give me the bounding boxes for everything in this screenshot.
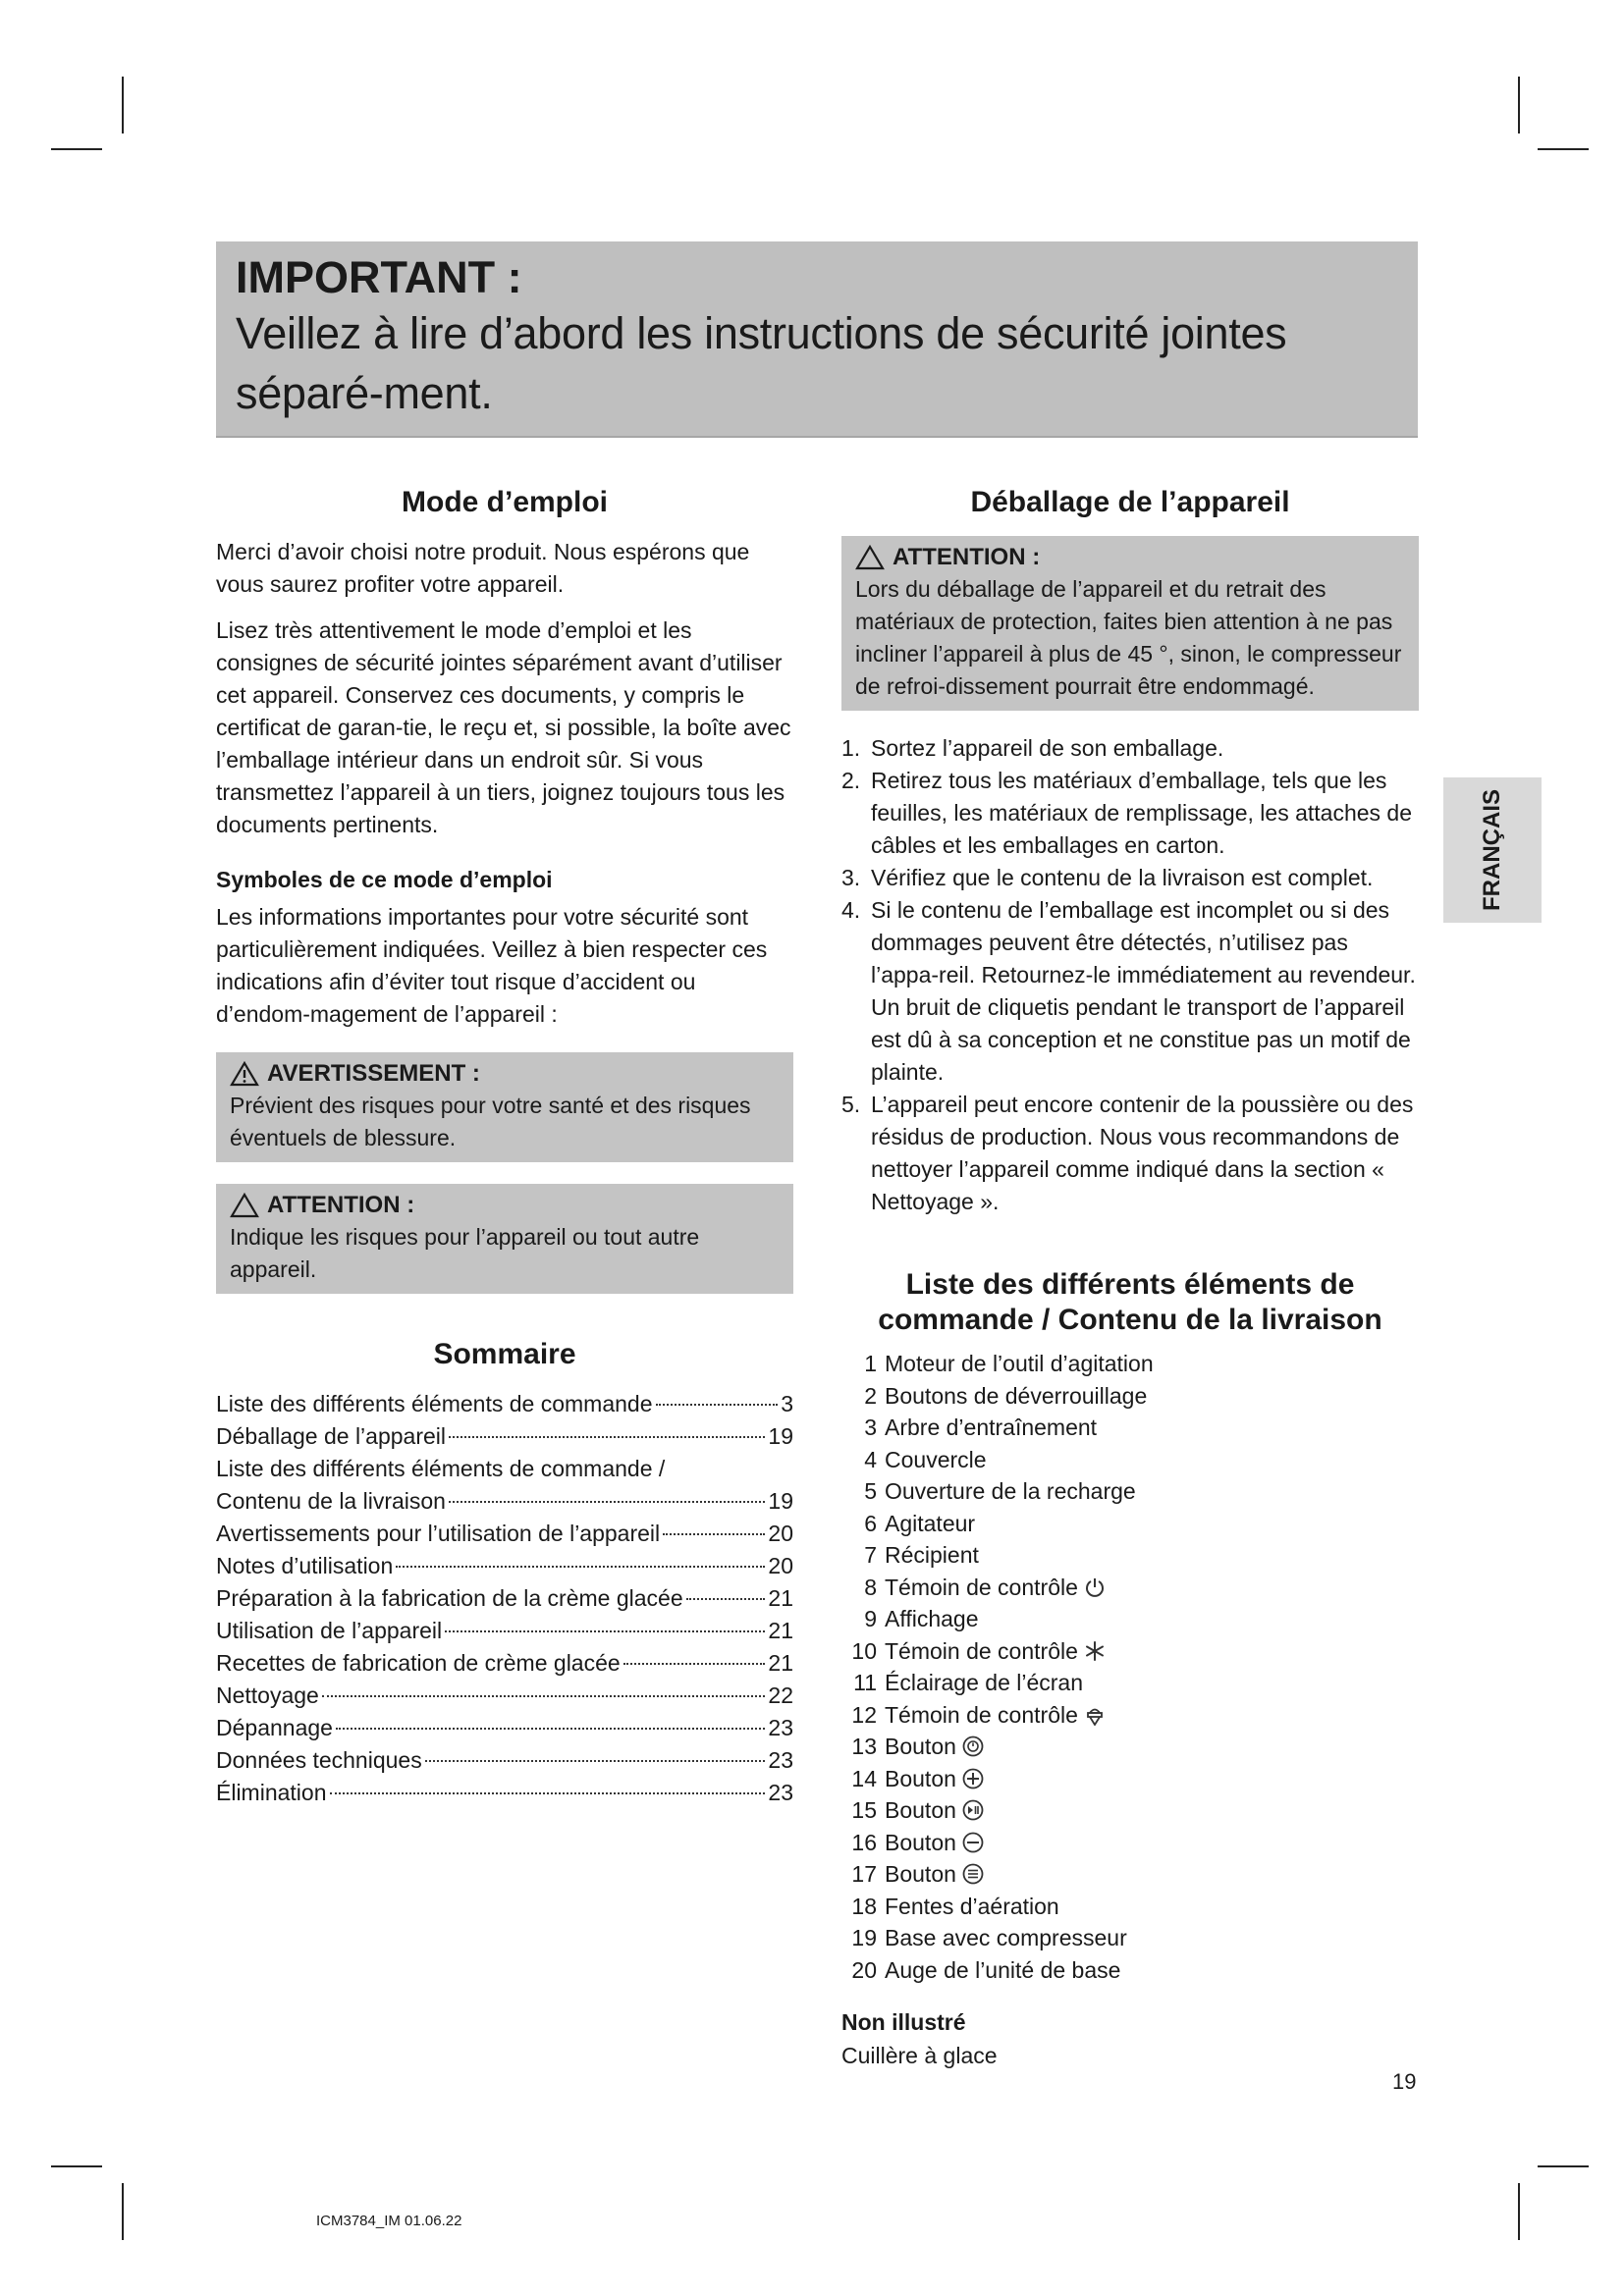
page-number: 19 — [1392, 2069, 1417, 2094]
toc-item[interactable]: Préparation à la fabrication de la crème glacée 21 — [216, 1585, 793, 1611]
crop-mark — [1538, 148, 1589, 150]
caution-triangle-icon — [230, 1193, 259, 1218]
caution-text: Indique les risques pour l’appareil ou tout autre appareil. — [230, 1224, 700, 1282]
toc-item[interactable]: Avertissements pour l’utilisation de l’appareil 20 — [216, 1521, 793, 1546]
crop-mark — [1518, 77, 1520, 133]
crop-mark — [1538, 2165, 1589, 2167]
unpacking-caution-notice — [841, 536, 1419, 711]
list-item: 16 Bouton — [841, 1827, 1419, 1859]
list-item: 1 Moteur de l’outil d’agitation — [864, 1351, 1154, 1376]
power-symbol-icon — [1084, 1576, 1106, 1598]
list-item: 19 Base avec compresseur — [851, 1925, 1127, 1950]
crop-mark — [1518, 2183, 1520, 2240]
intro-paragraph: Merci d’avoir choisi notre produit. Nous espérons que vous saurez profiter votre appareil. — [216, 539, 750, 597]
deballage-heading: Déballage de l’appareil — [970, 486, 1290, 518]
list-item: 3 Arbre d’entraînement — [864, 1415, 1098, 1440]
snowflake-icon — [1084, 1640, 1106, 1662]
symbols-paragraph: Les informations importantes pour votre sécurité sont particulièrement indiquées. Veillez à bien respecter ces indications afin d’éviter tout risque d’accident ou d’endom-magement de l’appareil : — [216, 904, 768, 1027]
list-item: 8 Témoin de contrôle — [841, 1572, 1419, 1604]
step-item: 2. Retirez tous les matériaux d’emballage, tels que les feuilles, les matériaux de remplissage, les attaches de câbles et les emballages en carton. — [841, 768, 1413, 858]
toc-item[interactable]: Élimination 23 — [216, 1780, 793, 1805]
unpacking-caution-text: Lors du déballage de l’appareil et du retrait des matériaux de protection, faites bien attention à ne pas incliner l’appareil à plus de 45 °, sinon, le compresseur de refroi-dissement pourrait être endommagé. — [855, 576, 1402, 699]
sommaire-heading: Sommaire — [433, 1338, 576, 1370]
right-column — [841, 485, 1419, 2086]
list-item: 17 Bouton — [841, 1858, 1419, 1891]
mode-emploi-heading: Mode d’emploi — [402, 486, 608, 518]
list-item: 7 Récipient — [864, 1542, 979, 1568]
step-item: 5. L’appareil peut encore contenir de la poussière ou des résidus de production. Nous vous recommandons de nettoyer l’appareil comme indiqué dans la section « Nettoyage ». — [841, 1092, 1414, 1214]
menu-button-icon — [962, 1863, 984, 1885]
toc-item[interactable]: Liste des différents éléments de commande 3 — [216, 1391, 793, 1416]
toc-item[interactable]: Dépannage 23 — [216, 1715, 793, 1740]
not-shown-heading: Non illustré — [841, 2009, 966, 2035]
documents-paragraph: Lisez très attentivement le mode d’emploi et les consignes de sécurité jointes séparément avant d’utiliser cet appareil. Conservez ces documents, y compris le certificat de garan-tie, le reçu et, si possible, la boîte avec l’emballage intérieur dans un endroit sûr. Si vous transmettez l’appareil à un tiers, joignez toujours tous les documents pertinents. — [216, 617, 791, 837]
step-item: 1. Sortez l’appareil de son emballage. — [841, 735, 1224, 761]
list-item: 18 Fentes d’aération — [851, 1893, 1059, 1919]
list-item: 13 Bouton — [841, 1731, 1419, 1763]
ice-cream-icon — [1084, 1704, 1106, 1726]
list-item: 9 Affichage — [864, 1606, 979, 1631]
toc-item[interactable]: Données techniques 23 — [216, 1747, 793, 1773]
list-item: 11 Éclairage de l’écran — [853, 1670, 1084, 1695]
parts-list — [841, 1348, 1419, 1986]
table-of-contents — [216, 1388, 793, 1809]
language-tab-label: FRANÇAIS — [1479, 789, 1505, 911]
list-item: 2 Boutons de déverrouillage — [864, 1382, 1148, 1409]
minus-button-icon — [962, 1832, 984, 1853]
toc-item[interactable]: Contenu de la livraison 19 — [216, 1488, 793, 1514]
list-item: 15 Bouton — [841, 1794, 1419, 1827]
crop-mark — [122, 77, 124, 133]
list-item: 14 Bouton — [841, 1763, 1419, 1795]
warning-triangle-icon — [230, 1061, 259, 1087]
list-item: 5 Ouverture de la recharge — [864, 1478, 1136, 1504]
banner-text: Veillez à lire d’abord les instructions de sécurité jointes séparé-ment. — [236, 308, 1287, 418]
list-item: 4 Couvercle — [864, 1446, 987, 1472]
banner-title: IMPORTANT : — [236, 252, 522, 302]
crop-mark — [51, 148, 102, 150]
unpacking-caution-title: ATTENTION : — [893, 544, 1041, 570]
language-tab — [1443, 777, 1542, 923]
important-banner — [216, 241, 1418, 438]
step-item: 3. Vérifiez que le contenu de la livraison est complet. — [841, 865, 1374, 890]
plus-button-icon — [962, 1768, 984, 1789]
list-item: 6 Agitateur — [864, 1510, 976, 1536]
crop-mark — [51, 2165, 102, 2167]
toc-item-line[interactable]: Liste des différents éléments de commande / — [216, 1456, 666, 1481]
list-item: 10 Témoin de contrôle — [841, 1635, 1419, 1668]
step-item: 4. Si le contenu de l’emballage est incomplet ou si des dommages peuvent être détectés, n’utilisez pas l’appa-reil. Retournez-le immédiatement au revendeur. Un bruit de cliquetis pendant le transport de l’appareil est dû à sa conception et ne constitue pas un motif de plainte. — [841, 897, 1416, 1085]
toc-item[interactable]: Déballage de l’appareil 19 — [216, 1423, 793, 1449]
caution-title: ATTENTION : — [267, 1192, 415, 1218]
toc-item[interactable]: Utilisation de l’appareil 21 — [216, 1618, 793, 1643]
caution-triangle-icon — [855, 545, 885, 570]
left-column — [216, 485, 793, 1809]
liste-heading: Liste des différents éléments de commande / Contenu de la livraison — [878, 1268, 1382, 1336]
warning-notice — [216, 1052, 793, 1162]
footer-code: ICM3784_IM 01.06.22 — [316, 2213, 462, 2229]
timer-button-icon — [962, 1735, 984, 1757]
list-item: 12 Témoin de contrôle — [841, 1699, 1419, 1732]
unpacking-steps — [841, 732, 1419, 1218]
toc-item[interactable]: Notes d’utilisation 20 — [216, 1553, 793, 1578]
list-item: 20 Auge de l’unité de base — [851, 1956, 1121, 1983]
crop-mark — [122, 2183, 124, 2240]
toc-item[interactable]: Nettoyage 22 — [216, 1682, 793, 1708]
play-pause-button-icon — [962, 1799, 984, 1821]
warning-title: AVERTISSEMENT : — [267, 1060, 480, 1087]
caution-notice — [216, 1184, 793, 1294]
symbols-heading: Symboles de ce mode d’emploi — [216, 867, 553, 892]
toc-item[interactable]: Recettes de fabrication de crème glacée 21 — [216, 1650, 793, 1676]
warning-text: Prévient des risques pour votre santé et des risques éventuels de blessure. — [230, 1093, 751, 1150]
not-shown-text: Cuillère à glace — [841, 2043, 998, 2068]
